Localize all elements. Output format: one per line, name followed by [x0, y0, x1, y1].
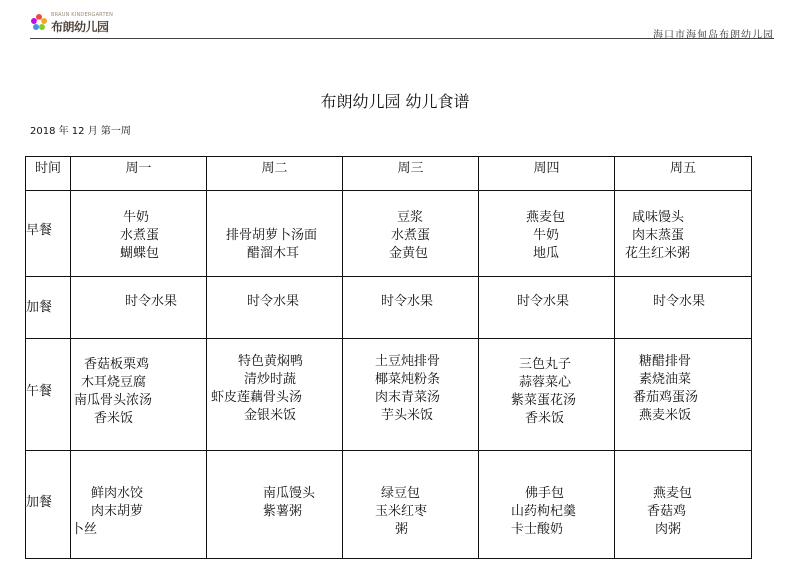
organization-name: 海口市海甸岛布朗幼儿园: [653, 30, 774, 41]
menu-cell: [207, 339, 343, 451]
logo-english-text: BRAUN KINDERGARTEN: [51, 12, 114, 18]
dish: 时令水果: [381, 294, 434, 309]
week-label: 2018 年 12 月 第一周: [30, 126, 131, 137]
dish: 地瓜: [533, 246, 560, 261]
time-header: 时间: [26, 157, 71, 191]
dish: 木耳烧豆腐: [81, 375, 147, 390]
dish: 时令水果: [125, 294, 178, 309]
dish: 紫菜蛋花汤: [511, 393, 577, 408]
meal-label: 早餐: [26, 191, 71, 277]
dish: 南瓜馒头: [263, 486, 316, 501]
dish: 玉米红枣: [375, 504, 428, 519]
menu-cell: [615, 451, 752, 559]
menu-cell: [479, 191, 615, 277]
menu-cell: [479, 277, 615, 339]
meal-row-snack-morning: [26, 277, 752, 339]
dish: 佛手包: [525, 486, 565, 501]
dish: 三色丸子: [519, 357, 572, 372]
menu-cell: [343, 191, 479, 277]
dish: 肉末胡萝: [91, 504, 144, 519]
dish: 排骨胡萝卜汤面: [226, 228, 318, 243]
menu-cell: [207, 451, 343, 559]
menu-cell: [343, 277, 479, 339]
dish: 清炒时蔬: [244, 372, 297, 387]
dish: 金黄包: [389, 246, 429, 261]
dish: 豆浆: [397, 210, 424, 225]
menu-cell: [207, 277, 343, 339]
menu-cell: [615, 339, 752, 451]
dish: 芋头米饭: [381, 408, 434, 423]
header-divider: [30, 38, 774, 39]
kindergarten-logo: [30, 10, 114, 34]
dish: 燕麦包: [653, 486, 693, 501]
meal-label: 午餐: [26, 339, 71, 451]
dish: 特色黄焖鸭: [238, 354, 304, 369]
menu-cell: [71, 339, 207, 451]
dish: 土豆炖排骨: [375, 354, 441, 369]
dish: 燕麦米饭: [639, 408, 692, 423]
menu-cell: [615, 191, 752, 277]
dish: 糖醋排骨: [639, 354, 692, 369]
menu-cell: [615, 277, 752, 339]
meal-row-lunch: [26, 339, 752, 451]
menu-cell: [71, 191, 207, 277]
dish: 肉末青菜汤: [375, 390, 441, 405]
meal-label: 加餐: [26, 451, 71, 559]
dish: 香米饭: [525, 411, 565, 426]
dish: 水煮蛋: [120, 228, 160, 243]
dish: 绿豆包: [381, 486, 421, 501]
meal-row-snack-afternoon: [26, 451, 752, 559]
menu-cell: [479, 339, 615, 451]
day-header: 周三: [343, 157, 479, 191]
menu-table: [25, 156, 752, 559]
dish: 肉末蒸蛋: [632, 228, 685, 243]
dish: 金银米饭: [244, 408, 297, 423]
dish: 卜丝: [71, 522, 98, 537]
logo-flower-icon: [30, 13, 48, 31]
menu-cell: [207, 191, 343, 277]
logo-name: 布朗幼儿园: [51, 20, 109, 34]
day-header: 周二: [207, 157, 343, 191]
dish: 水煮蛋: [391, 228, 431, 243]
dish: 时令水果: [517, 294, 570, 309]
dish: 燕麦包: [526, 210, 566, 225]
menu-cell: [71, 451, 207, 559]
menu-cell: [479, 451, 615, 559]
dish: 素烧油菜: [639, 372, 692, 387]
dish: 香米饭: [94, 411, 134, 426]
dish: 时令水果: [247, 294, 300, 309]
meal-row-breakfast: [26, 191, 752, 277]
dish: 肉粥: [655, 522, 682, 537]
dish: 卡士酸奶: [511, 522, 564, 537]
header-row: [26, 157, 752, 191]
dish: 牛奶: [123, 210, 150, 225]
menu-cell: [343, 451, 479, 559]
dish: 时令水果: [653, 294, 706, 309]
meal-label: 加餐: [26, 277, 71, 339]
dish: 花生红米粥: [625, 246, 691, 261]
day-header: 周四: [479, 157, 615, 191]
dish: 南瓜骨头浓汤: [74, 393, 153, 408]
menu-cell: [71, 277, 207, 339]
dish: 咸味馒头: [632, 210, 685, 225]
dish: 椰菜炖粉条: [375, 372, 441, 387]
menu-cell: [343, 339, 479, 451]
page-header: [0, 0, 790, 40]
dish: 虾皮莲藕骨头汤: [211, 390, 303, 405]
dish: 紫薯粥: [263, 504, 303, 519]
dish: 香菇板栗鸡: [84, 357, 150, 372]
dish: 山药枸杞羹: [511, 504, 577, 519]
dish: 鲜肉水饺: [91, 486, 144, 501]
dish: 牛奶: [533, 228, 560, 243]
dish: 粥: [395, 522, 409, 537]
dish: 醋溜木耳: [247, 246, 300, 261]
dish: 番茄鸡蛋汤: [633, 390, 699, 405]
document-title: 布朗幼儿园 幼儿食谱: [320, 92, 470, 111]
dish: 蒜蓉菜心: [519, 375, 572, 390]
dish: 香菇鸡: [647, 504, 687, 519]
dish: 蝴蝶包: [120, 246, 160, 261]
day-header: 周一: [71, 157, 207, 191]
day-header: 周五: [615, 157, 752, 191]
